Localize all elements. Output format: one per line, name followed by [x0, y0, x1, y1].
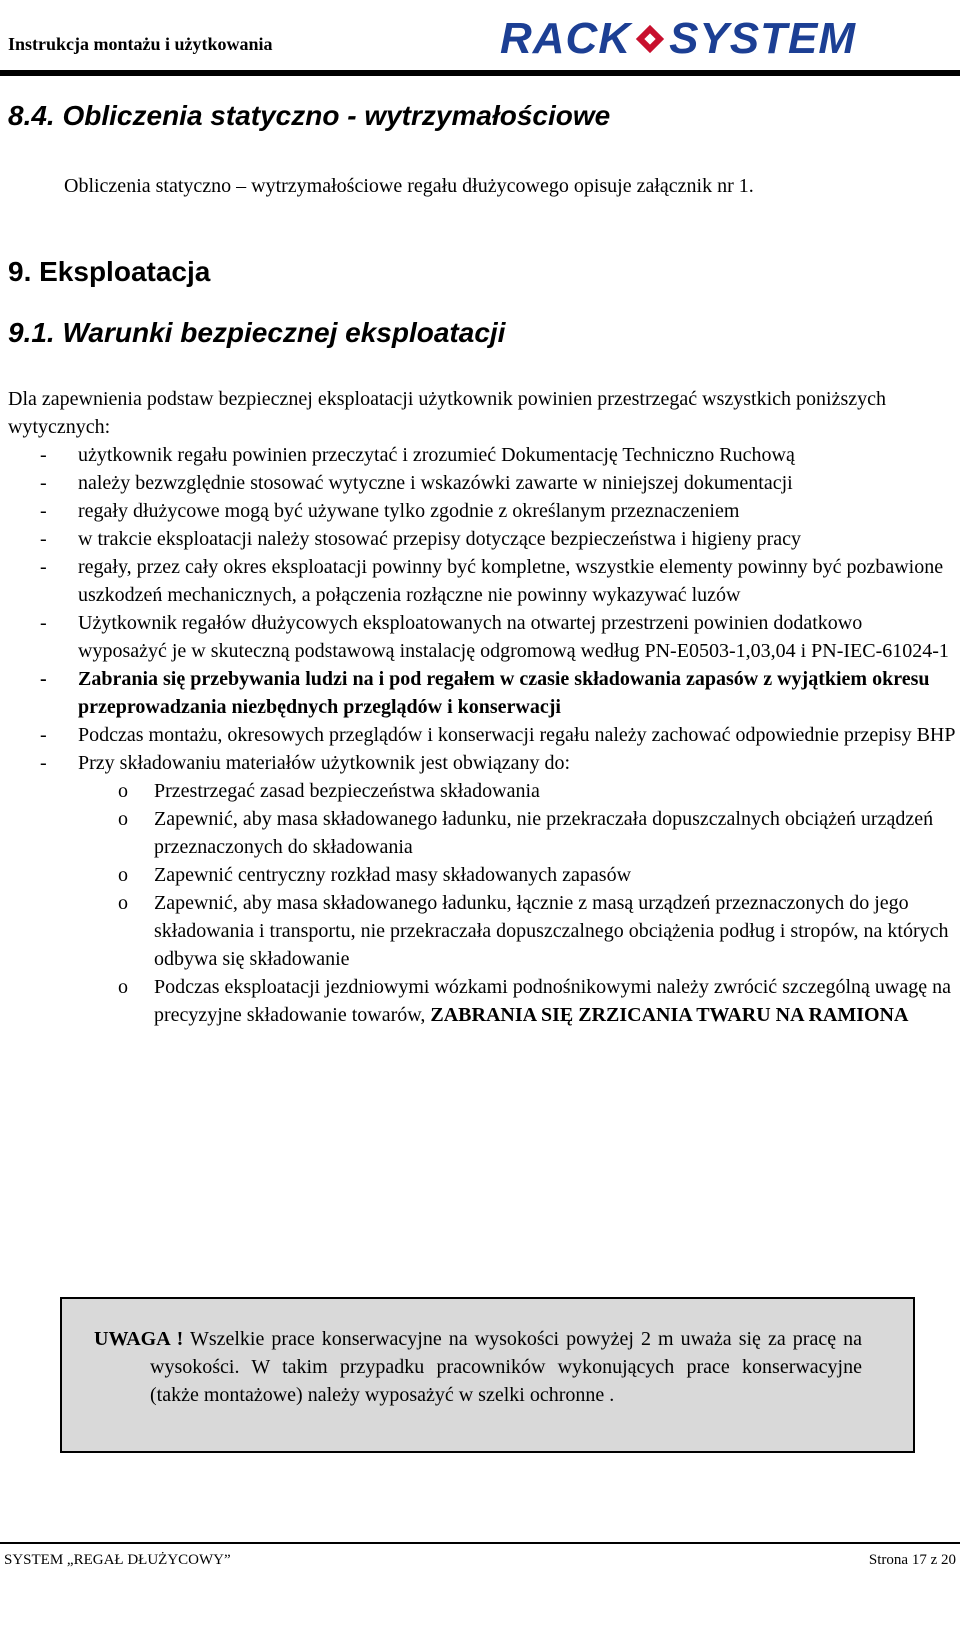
list-dash: -	[40, 472, 47, 494]
logo-diamond-icon	[637, 26, 663, 52]
sub-list-item	[8, 861, 956, 889]
sub-bullet: o	[118, 780, 128, 802]
list-dash: -	[40, 556, 47, 578]
sub-item-bold-text: ZABRANIA SIĘ ZRZICANIA TWARU NA RAMIONA	[430, 1004, 909, 1026]
logo-text-left: RACK	[500, 14, 632, 63]
list-item	[8, 749, 956, 777]
list-dash: -	[40, 752, 47, 774]
safety-guidelines-list	[8, 441, 956, 1029]
rack-system-logo	[500, 12, 952, 66]
list-item	[8, 553, 956, 609]
sub-item-text: Zapewnić, aby masa składowanego ładunku, nie przekraczała dopuszczalnych obciążeń urządzeń przeznaczonych do składowania	[154, 808, 934, 858]
warning-body: Wszelkie prace konserwacyjne na wysokości powyżej 2 m uważa się za pracę na wysokości. W takim przypadku pracowników wykonujących prace konserwacyjne (także montażowe) należy wyposażyć w szelki ochronne .	[150, 1328, 862, 1406]
document-title: Instrukcja montażu i użytkowania	[8, 34, 273, 54]
footer-page-number: Strona 17 z 20	[868, 1552, 956, 1568]
header-divider	[0, 70, 960, 76]
sub-bullet: o	[118, 892, 128, 914]
paragraph-8-4: Obliczenia statyczno – wytrzymałościowe regału dłużycowego opisuje załącznik nr 1.	[64, 175, 754, 197]
list-item	[8, 525, 956, 553]
sub-list-item	[8, 777, 956, 805]
list-item	[8, 721, 956, 749]
intro-paragraph: Dla zapewnienia podstaw bezpiecznej eksploatacji użytkownik powinien przestrzegać wszystkich poniższych wytycznych:	[8, 388, 887, 438]
sub-bullet: o	[118, 976, 128, 998]
list-item	[8, 469, 956, 497]
list-item-text: Użytkownik regałów dłużycowych eksploatowanych na otwartej przestrzeni powinien dodatkowo wyposażyć je w skuteczną podstawową instalację odgromową według PN-E0503-1,03,04 i PN-IEC-61024-1	[78, 612, 949, 662]
list-item	[8, 609, 956, 665]
list-dash: -	[40, 724, 47, 746]
sub-bullet: o	[118, 808, 128, 830]
footer-divider	[0, 1542, 960, 1544]
list-dash: -	[40, 444, 47, 466]
list-item-text: Przy składowaniu materiałów użytkownik jest obwiązany do:	[78, 752, 571, 774]
sub-item-text: Podczas eksploatacji jezdniowymi wózkami podnośnikowymi należy zwrócić szczególną uwagę na precyzyjne składowanie towarów,	[154, 976, 951, 1026]
sub-item-text: Zapewnić centryczny rozkład masy składowanych zapasów	[154, 864, 632, 886]
list-item-text: użytkownik regału powinien przeczytać i zrozumieć Dokumentację Techniczno Ruchową	[78, 444, 795, 466]
sub-list-item	[8, 805, 956, 861]
list-dash: -	[40, 500, 47, 522]
list-item-text: regały dłużycowe mogą być używane tylko zgodnie z określanym przeznaczeniem	[78, 500, 740, 522]
list-item-text: w trakcie eksploatacji należy stosować przepisy dotyczące bezpieczeństwa i higieny pracy	[78, 528, 802, 550]
list-item-text: Zabrania się przebywania ludzi na i pod regałem w czasie składowania zapasów z wyjątkiem okresu przeprowadzania niezbędnych przeglądów i konserwacji	[78, 668, 930, 718]
sub-list-item	[8, 973, 956, 1029]
heading-9: 9. Eksploatacja	[8, 256, 211, 287]
list-dash: -	[40, 612, 47, 634]
sub-bullet: o	[118, 864, 128, 886]
list-item	[8, 441, 956, 469]
list-item-prohibition	[8, 665, 956, 721]
heading-8-4: 8.4. Obliczenia statyczno - wytrzymałościowe	[8, 100, 611, 131]
list-item	[8, 497, 956, 525]
sub-item-text: Zapewnić, aby masa składowanego ładunku, łącznie z masą urządzeń przeznaczonych do jego składowania i transportu, nie przekraczała dopuszczalnego obciążenia podług i stropów, na których odbywa się składowanie	[154, 892, 949, 970]
footer-document-name: SYSTEM „REGAŁ DŁUŻYCOWY”	[4, 1552, 231, 1568]
warning-label: UWAGA !	[94, 1328, 184, 1350]
logo-text-right: SYSTEM	[669, 14, 857, 63]
page-header	[0, 0, 960, 80]
list-dash: -	[40, 668, 47, 690]
warning-text	[94, 1325, 862, 1409]
sub-item-text: Przestrzegać zasad bezpieczeństwa składowania	[154, 780, 540, 802]
list-item-text: Podczas montażu, okresowych przeglądów i konserwacji regału należy zachować odpowiednie przepisy BHP	[78, 724, 956, 746]
sub-list-item	[8, 889, 956, 973]
list-item-text: regały, przez cały okres eksploatacji powinny być kompletne, wszystkie elementy powinny być pozbawione uszkodzeń mechanicznych, a połączenia rozłączne nie powinny wykazywać luzów	[78, 556, 944, 606]
list-item-text: należy bezwzględnie stosować wytyczne i wskazówki zawarte w niniejszej dokumentacji	[78, 472, 793, 494]
heading-9-1: 9.1. Warunki bezpiecznej eksploatacji	[8, 317, 506, 348]
list-dash: -	[40, 528, 47, 550]
